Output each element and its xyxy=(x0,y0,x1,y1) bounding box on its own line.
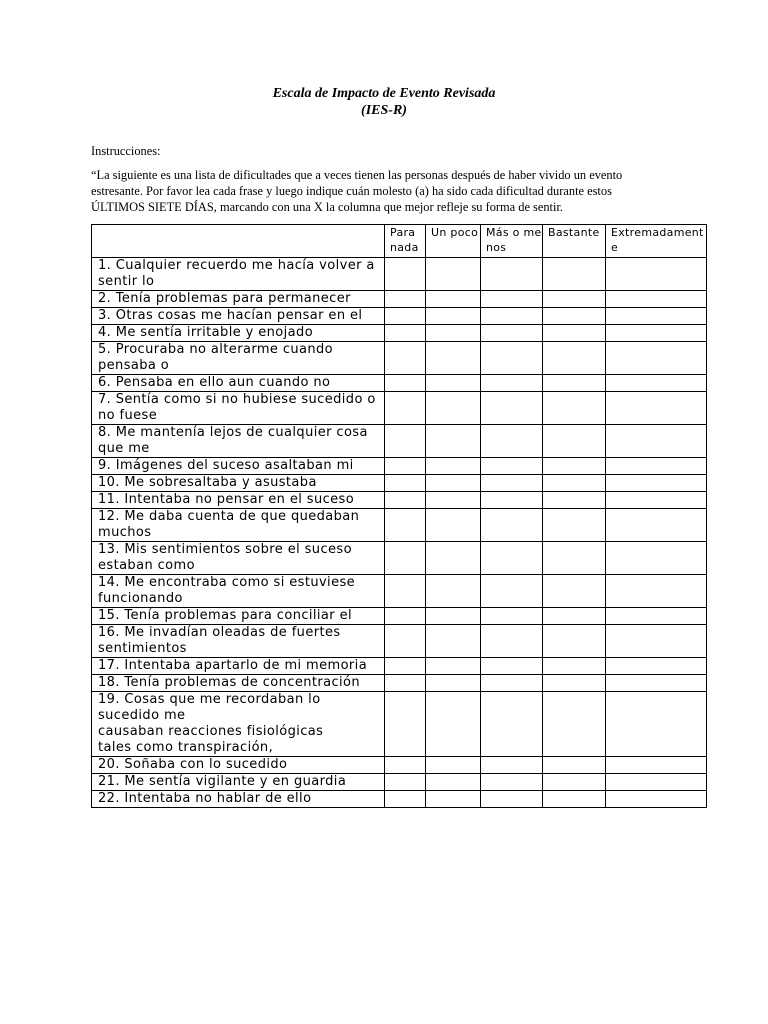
document-subtitle: (IES-R) xyxy=(361,103,407,118)
cell-extremadamente[interactable] xyxy=(606,475,707,492)
table-row xyxy=(92,757,707,774)
cell-extremadamente[interactable] xyxy=(606,458,707,475)
document-title: Escala de Impacto de Evento Revisada xyxy=(272,86,496,101)
item-text-line: tales como transpiración, xyxy=(98,740,274,755)
cell-mas-o-menos[interactable] xyxy=(481,608,543,625)
cell-bastante[interactable] xyxy=(543,258,606,291)
cell-para-nada[interactable] xyxy=(385,692,426,757)
item-text-line: 5. Procuraba no alterarme cuando xyxy=(98,342,334,357)
cell-un-poco[interactable] xyxy=(426,608,481,625)
cell-extremadamente[interactable] xyxy=(606,542,707,575)
cell-extremadamente[interactable] xyxy=(606,774,707,791)
header-item xyxy=(92,225,385,258)
cell-bastante[interactable] xyxy=(543,658,606,675)
item-text-line: 9. Imágenes del suceso asaltaban mi xyxy=(98,458,354,473)
item-text-line: 18. Tenía problemas de concentración xyxy=(98,675,361,690)
cell-mas-o-menos[interactable] xyxy=(481,342,543,375)
cell-bastante[interactable] xyxy=(543,392,606,425)
item-text xyxy=(92,542,385,575)
item-text xyxy=(92,392,385,425)
table-row xyxy=(92,542,707,575)
cell-para-nada[interactable] xyxy=(385,575,426,608)
cell-un-poco[interactable] xyxy=(426,342,481,375)
cell-un-poco[interactable] xyxy=(426,475,481,492)
cell-bastante[interactable] xyxy=(543,625,606,658)
cell-bastante[interactable] xyxy=(543,492,606,509)
cell-bastante[interactable] xyxy=(543,509,606,542)
item-text xyxy=(92,325,385,342)
item-text-line: 22. Intentaba no hablar de ello xyxy=(98,791,312,806)
cell-un-poco[interactable] xyxy=(426,308,481,325)
cell-extremadamente[interactable] xyxy=(606,492,707,509)
item-text xyxy=(92,625,385,658)
table-row xyxy=(92,658,707,675)
cell-un-poco[interactable] xyxy=(426,675,481,692)
cell-para-nada[interactable] xyxy=(385,757,426,774)
item-text-line: 21. Me sentía vigilante y en guardia xyxy=(98,774,347,789)
cell-bastante[interactable] xyxy=(543,291,606,308)
item-text-line: 4. Me sentía irritable y enojado xyxy=(98,325,314,340)
item-text-line: muchos xyxy=(98,525,152,540)
table-row xyxy=(92,675,707,692)
item-text xyxy=(92,575,385,608)
cell-mas-o-menos[interactable] xyxy=(481,392,543,425)
cell-mas-o-menos[interactable] xyxy=(481,308,543,325)
item-text-line: 8. Me mantenía lejos de cualquier cosa xyxy=(98,425,368,440)
item-text xyxy=(92,509,385,542)
cell-para-nada[interactable] xyxy=(385,509,426,542)
cell-bastante[interactable] xyxy=(543,692,606,757)
cell-bastante[interactable] xyxy=(543,757,606,774)
item-text-line: 11. Intentaba no pensar en el suceso xyxy=(98,492,355,507)
table-row xyxy=(92,475,707,492)
cell-bastante[interactable] xyxy=(543,791,606,808)
cell-para-nada[interactable] xyxy=(385,458,426,475)
cell-para-nada[interactable] xyxy=(385,492,426,509)
item-text-line: que me xyxy=(98,441,150,456)
table-row xyxy=(92,291,707,308)
item-text-line: 10. Me sobresaltaba y asustaba xyxy=(98,475,317,490)
cell-para-nada[interactable] xyxy=(385,342,426,375)
cell-para-nada[interactable] xyxy=(385,325,426,342)
instructions-line: “La siguiente es una lista de dificultades que a veces tienen las personas después de haber vivido un evento xyxy=(91,168,623,182)
item-text xyxy=(92,308,385,325)
cell-para-nada[interactable] xyxy=(385,392,426,425)
item-text xyxy=(92,475,385,492)
cell-para-nada[interactable] xyxy=(385,791,426,808)
cell-un-poco[interactable] xyxy=(426,791,481,808)
item-text-line: 12. Me daba cuenta de que quedaban xyxy=(98,509,360,524)
item-text-line: sentir lo xyxy=(98,274,155,289)
cell-un-poco[interactable] xyxy=(426,291,481,308)
item-text xyxy=(92,658,385,675)
item-text-line: funcionando xyxy=(98,591,183,606)
item-text xyxy=(92,342,385,375)
header-para-nada: Para nada xyxy=(385,225,426,258)
cell-para-nada[interactable] xyxy=(385,425,426,458)
cell-un-poco[interactable] xyxy=(426,325,481,342)
cell-bastante[interactable] xyxy=(543,675,606,692)
cell-mas-o-menos[interactable] xyxy=(481,625,543,658)
item-text-line: 20. Soñaba con lo sucedido xyxy=(98,757,288,772)
item-text xyxy=(92,291,385,308)
item-text xyxy=(92,458,385,475)
table-row xyxy=(92,625,707,658)
cell-mas-o-menos[interactable] xyxy=(481,425,543,458)
cell-un-poco[interactable] xyxy=(426,542,481,575)
instructions-line: ÚLTIMOS SIETE DÍAS, marcando con una X la columna que mejor refleje su forma de sentir. xyxy=(91,200,563,214)
header-un-poco: Un poco xyxy=(426,225,481,258)
cell-un-poco[interactable] xyxy=(426,425,481,458)
table-row xyxy=(92,774,707,791)
item-text xyxy=(92,608,385,625)
table-header-row xyxy=(92,225,707,258)
table-row xyxy=(92,342,707,375)
cell-extremadamente[interactable] xyxy=(606,425,707,458)
cell-mas-o-menos[interactable] xyxy=(481,458,543,475)
cell-un-poco[interactable] xyxy=(426,575,481,608)
cell-bastante[interactable] xyxy=(543,308,606,325)
table-row xyxy=(92,575,707,608)
table-row xyxy=(92,392,707,425)
item-text xyxy=(92,791,385,808)
instructions-line: estresante. Por favor lea cada frase y luego indique cuán molesto (a) ha sido cada dificultad durante estos xyxy=(91,184,612,198)
cell-un-poco[interactable] xyxy=(426,458,481,475)
cell-mas-o-menos[interactable] xyxy=(481,692,543,757)
cell-mas-o-menos[interactable] xyxy=(481,791,543,808)
cell-mas-o-menos[interactable] xyxy=(481,475,543,492)
table-row xyxy=(92,509,707,542)
item-text-line: pensaba o xyxy=(98,358,170,373)
cell-bastante[interactable] xyxy=(543,325,606,342)
cell-mas-o-menos[interactable] xyxy=(481,774,543,791)
cell-extremadamente[interactable] xyxy=(606,658,707,675)
item-text xyxy=(92,757,385,774)
header-bastante: Bastante xyxy=(543,225,606,258)
cell-un-poco[interactable] xyxy=(426,258,481,291)
table-row xyxy=(92,258,707,291)
cell-extremadamente[interactable] xyxy=(606,791,707,808)
cell-para-nada[interactable] xyxy=(385,625,426,658)
cell-extremadamente[interactable] xyxy=(606,509,707,542)
instructions-label: Instrucciones: xyxy=(91,144,161,158)
table-body xyxy=(92,258,707,808)
cell-un-poco[interactable] xyxy=(426,774,481,791)
cell-un-poco[interactable] xyxy=(426,509,481,542)
cell-un-poco[interactable] xyxy=(426,692,481,757)
cell-un-poco[interactable] xyxy=(426,375,481,392)
cell-mas-o-menos[interactable] xyxy=(481,542,543,575)
item-text-line: 2. Tenía problemas para permanecer xyxy=(98,291,351,306)
item-text xyxy=(92,258,385,291)
cell-mas-o-menos[interactable] xyxy=(481,291,543,308)
table-row xyxy=(92,492,707,509)
cell-para-nada[interactable] xyxy=(385,475,426,492)
cell-extremadamente[interactable] xyxy=(606,757,707,774)
item-text-line: estaban como xyxy=(98,558,195,573)
cell-bastante[interactable] xyxy=(543,542,606,575)
table-row xyxy=(92,425,707,458)
cell-para-nada[interactable] xyxy=(385,542,426,575)
header-extremadamente: Extremadamente xyxy=(606,225,707,258)
table-row xyxy=(92,308,707,325)
item-text-line: 14. Me encontraba como si estuviese xyxy=(98,575,356,590)
item-text xyxy=(92,675,385,692)
cell-bastante[interactable] xyxy=(543,458,606,475)
cell-para-nada[interactable] xyxy=(385,291,426,308)
cell-un-poco[interactable] xyxy=(426,757,481,774)
cell-un-poco[interactable] xyxy=(426,625,481,658)
item-text-line: 16. Me invadían oleadas de fuertes xyxy=(98,625,341,640)
item-text-line: 1. Cualquier recuerdo me hacía volver a xyxy=(98,258,375,273)
cell-para-nada[interactable] xyxy=(385,608,426,625)
item-text-line: 6. Pensaba en ello aun cuando no xyxy=(98,375,331,390)
cell-para-nada[interactable] xyxy=(385,774,426,791)
cell-extremadamente[interactable] xyxy=(606,258,707,291)
cell-mas-o-menos[interactable] xyxy=(481,509,543,542)
cell-extremadamente[interactable] xyxy=(606,291,707,308)
item-text-line: 3. Otras cosas me hacían pensar en el xyxy=(98,308,363,323)
cell-mas-o-menos[interactable] xyxy=(481,492,543,509)
table-row xyxy=(92,375,707,392)
cell-mas-o-menos[interactable] xyxy=(481,375,543,392)
cell-extremadamente[interactable] xyxy=(606,692,707,757)
cell-extremadamente[interactable] xyxy=(606,575,707,608)
cell-extremadamente[interactable] xyxy=(606,375,707,392)
ies-r-table xyxy=(91,224,707,808)
cell-mas-o-menos[interactable] xyxy=(481,757,543,774)
cell-mas-o-menos[interactable] xyxy=(481,258,543,291)
cell-para-nada[interactable] xyxy=(385,258,426,291)
cell-bastante[interactable] xyxy=(543,774,606,791)
cell-extremadamente[interactable] xyxy=(606,308,707,325)
item-text xyxy=(92,492,385,509)
cell-un-poco[interactable] xyxy=(426,492,481,509)
cell-extremadamente[interactable] xyxy=(606,325,707,342)
cell-bastante[interactable] xyxy=(543,575,606,608)
cell-bastante[interactable] xyxy=(543,342,606,375)
item-text xyxy=(92,425,385,458)
item-text-line: sentimientos xyxy=(98,641,187,656)
cell-bastante[interactable] xyxy=(543,425,606,458)
cell-mas-o-menos[interactable] xyxy=(481,658,543,675)
table-row xyxy=(92,325,707,342)
item-text-line: 19. Cosas que me recordaban lo xyxy=(98,692,321,707)
cell-para-nada[interactable] xyxy=(385,675,426,692)
item-text-line: 7. Sentía como si no hubiese sucedido o xyxy=(98,392,376,407)
header-mas-o-menos: Más o menos xyxy=(481,225,543,258)
cell-extremadamente[interactable] xyxy=(606,675,707,692)
item-text xyxy=(92,774,385,791)
cell-bastante[interactable] xyxy=(543,475,606,492)
cell-un-poco[interactable] xyxy=(426,392,481,425)
item-text-line: no fuese xyxy=(98,408,158,423)
item-text-line: 17. Intentaba apartarlo de mi memoria xyxy=(98,658,368,673)
cell-mas-o-menos[interactable] xyxy=(481,575,543,608)
cell-para-nada[interactable] xyxy=(385,658,426,675)
table-row xyxy=(92,458,707,475)
item-text xyxy=(92,375,385,392)
item-text-line: causaban reacciones fisiológicas xyxy=(98,724,324,739)
cell-un-poco[interactable] xyxy=(426,658,481,675)
cell-mas-o-menos[interactable] xyxy=(481,675,543,692)
cell-bastante[interactable] xyxy=(543,375,606,392)
cell-extremadamente[interactable] xyxy=(606,608,707,625)
item-text-line: 15. Tenía problemas para conciliar el xyxy=(98,608,352,623)
cell-para-nada[interactable] xyxy=(385,308,426,325)
item-text-line: sucedido me xyxy=(98,708,186,723)
table-row xyxy=(92,608,707,625)
cell-mas-o-menos[interactable] xyxy=(481,325,543,342)
cell-extremadamente[interactable] xyxy=(606,625,707,658)
table-row xyxy=(92,791,707,808)
cell-extremadamente[interactable] xyxy=(606,392,707,425)
item-text-line: 13. Mis sentimientos sobre el suceso xyxy=(98,542,352,557)
cell-para-nada[interactable] xyxy=(385,375,426,392)
cell-bastante[interactable] xyxy=(543,608,606,625)
table-row xyxy=(92,692,707,757)
cell-extremadamente[interactable] xyxy=(606,342,707,375)
item-text xyxy=(92,692,385,757)
